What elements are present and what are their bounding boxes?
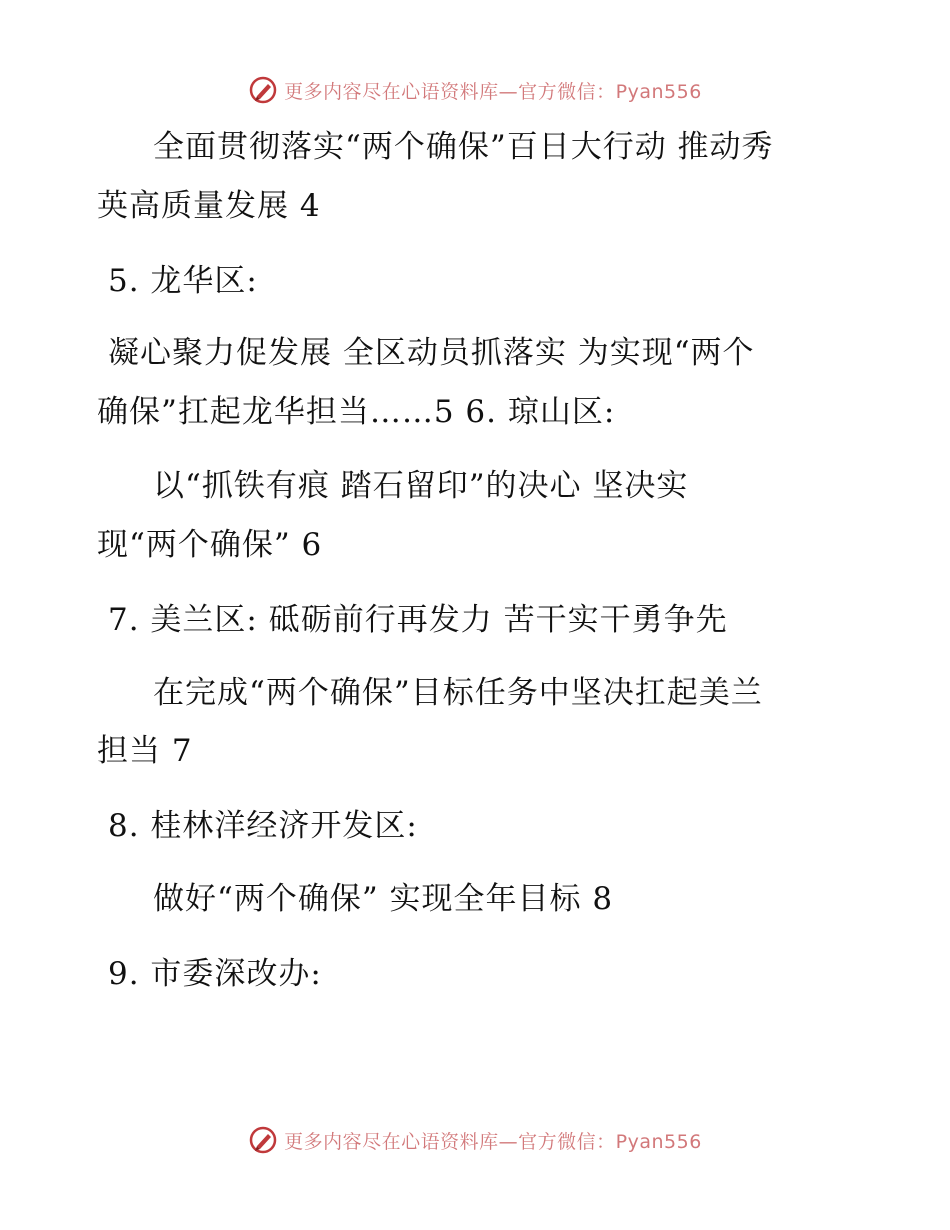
toc-line-10: 担当 7: [97, 733, 193, 769]
toc-line-9: 在完成“两个确保”目标任务中坚决扛起美兰: [153, 675, 763, 711]
watermark-banner-top: [0, 70, 950, 110]
toc-line-5: 确保”扛起龙华担当……5 6. 琼山区:: [97, 394, 616, 430]
toc-line-12: 做好“两个确保” 实现全年目标 8: [153, 881, 614, 917]
toc-line-2: 英高质量发展 4: [97, 188, 321, 224]
watermark-banner-bottom: [0, 1120, 950, 1160]
toc-line-1: 全面贯彻落实“两个确保”百日大行动 推动秀: [153, 129, 774, 165]
watermark-text: 更多内容尽在心语资料库—官方微信：Pyan556: [284, 1130, 702, 1153]
toc-line-13: 9. 市委深改办:: [108, 956, 322, 992]
toc-line-3: 5. 龙华区:: [108, 263, 258, 299]
toc-line-8: 7. 美兰区: 砥砺前行再发力 苦干实干勇争先: [108, 602, 728, 638]
pen-logo-icon: [248, 75, 278, 105]
watermark-text: 更多内容尽在心语资料库—官方微信：Pyan556: [284, 80, 702, 103]
toc-line-6: 以“抓铁有痕 踏石留印”的决心 坚决实: [153, 468, 689, 504]
toc-line-4: 凝心聚力促发展 全区动员抓落实 为实现“两个: [108, 335, 755, 371]
toc-line-11: 8. 桂林洋经济开发区:: [108, 808, 418, 844]
pen-logo-icon: [248, 1125, 278, 1155]
toc-line-7: 现“两个确保” 6: [97, 527, 323, 563]
